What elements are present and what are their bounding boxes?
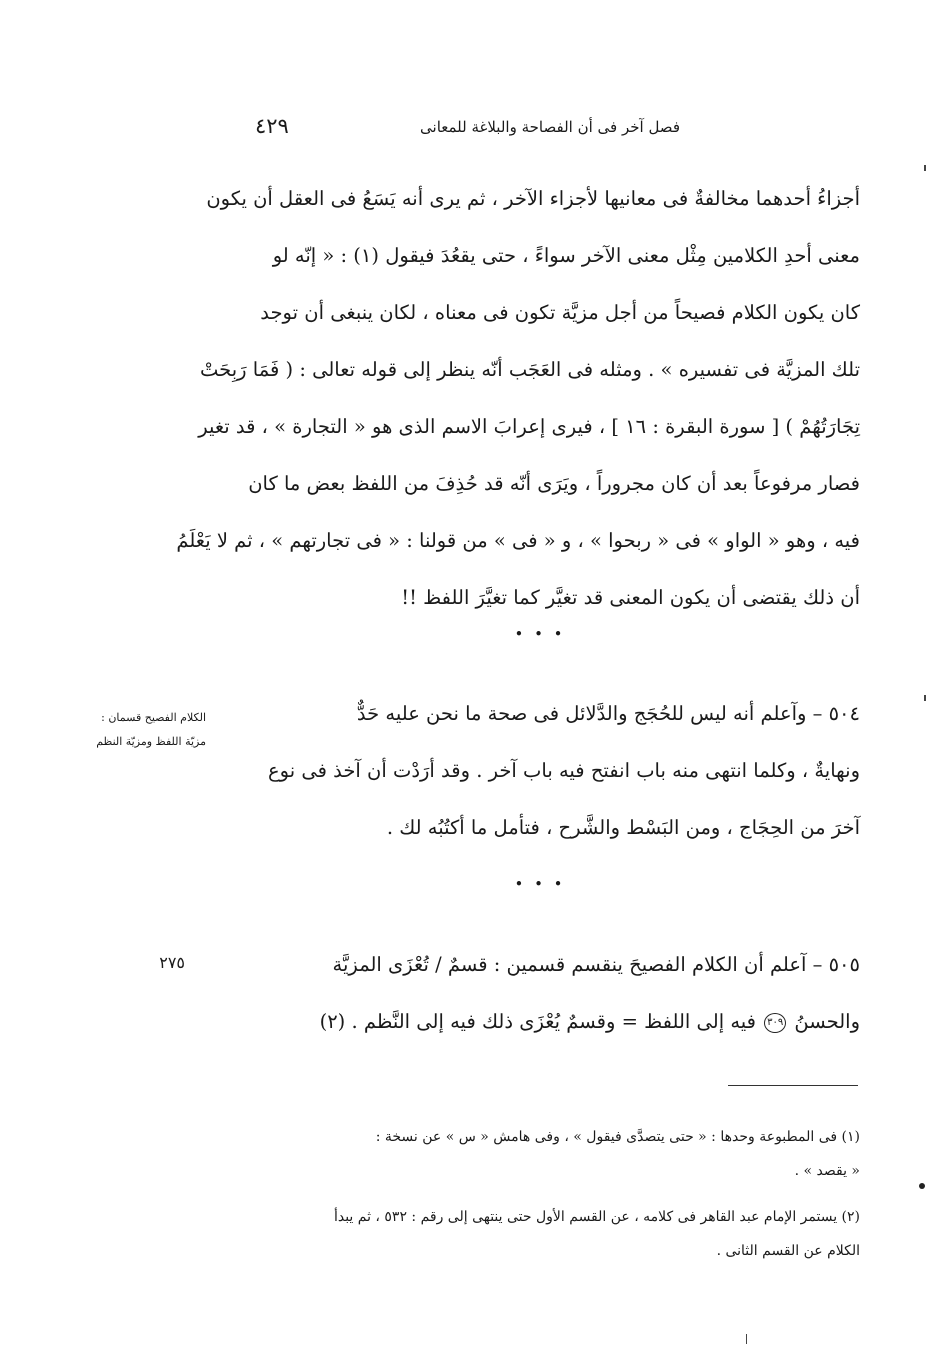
section-separator: • • • — [514, 625, 566, 643]
scan-mark — [746, 1334, 747, 1344]
text-line: ونهايةٌ ، وكلما انتهى منه باب انفتح فيه باب آخر . وقد أرَدْت أن آخذ فى نوع — [268, 759, 860, 782]
paragraph-503-continuation — [176, 170, 860, 626]
text-line: معنى أحدِ الكلامين مِثْل معنى الآخر سواءً ، حتى يقعُدَ فيقول (١) : « إنّه لو — [272, 244, 860, 267]
text-line: آخرَ من الحِجَاج ، ومن البَسْط والشَّرح ، فتأمل ما أكتُبُه لك . — [386, 816, 860, 839]
text-line: تلك المزيَّة فى تفسيره » . ومثله فى العَجَب أنّه ينظر إلى قوله تعالى : ( فَمَا رَبِحَتْ — [200, 358, 860, 381]
footnote-line: (١) فى المطبوعة وحدها : « حتى يتصدَّى فيقول » ، وفى هامش « س » عن نسخة : — [375, 1129, 860, 1145]
text-line: أجزاءُ أحدهما مخالفةٌ فى معانيها لأجزاء الآخر ، ثم يرى أنه يَسَعُ فى العقل أن يكون — [206, 187, 860, 210]
margin-note-line: الكلام الفصيح قسمان : — [101, 711, 206, 724]
text-line — [224, 993, 860, 1050]
text-line: كان يكون الكلام فصيحاً من أجل مزيَّة تكون فى معناه ، لكان ينبغى أن توجد — [260, 301, 860, 324]
scan-mark — [924, 165, 926, 171]
footnote-line: (٢) يستمر الإمام عبد القاهر فى كلامه ، عن القسم الأول حتى ينتهى إلى رقم : ٥٣٢ ، ثم يبدأ — [333, 1209, 860, 1225]
paragraph-504 — [224, 685, 860, 856]
margin-note — [50, 706, 206, 754]
text-line: ٥٠٥ – آعلم أن الكلام الفصيحَ ينقسم قسمين : قسمٌ / تُعْزَى المزيَّة — [332, 953, 860, 976]
footnote-2 — [224, 1200, 860, 1268]
text-line: أن ذلك يقتضى أن يكون المعنى قد تغيَّر كما تغيَّرَ اللفظ !! — [401, 586, 860, 609]
section-separator: • • • — [514, 875, 566, 893]
footnote-line: الكلام عن القسم الثانى . — [716, 1243, 860, 1259]
scan-mark — [924, 695, 926, 701]
text-line: تِجَارَتُهُمْ ) [ سورة البقرة : ١٦ ] ، فيرى إعرابَ الاسم الذى هو « التجارة » ، قد تغير — [198, 415, 860, 438]
text-segment: فيه إلى اللفظ = وقسمٌ يُعْزَى ذلك فيه إلى النَّظم . (٢) — [319, 1010, 756, 1033]
footnote-rule — [728, 1085, 858, 1086]
text-line: فصار مرفوعاً بعد أن كان مجروراً ، ويَرَى أنّه قد حُذِفَ من اللفظ بعض ما كان — [248, 472, 860, 495]
footnote-1 — [224, 1120, 860, 1188]
text-segment: والحسنُ — [794, 1010, 860, 1033]
footnote-line: « يقصد » . — [794, 1163, 860, 1179]
circled-edition-number: ٣٠٩ — [764, 1013, 786, 1033]
text-line: ٥٠٤ – وآعلم أنه ليس للحُجَج والدَّلائل فى صحة ما نحن عليه حَدٌّ — [356, 702, 860, 725]
margin-page-number: ٢٧٥ — [159, 953, 185, 972]
scan-dot — [919, 1183, 925, 1189]
page-number: ٤٢٩ — [255, 114, 289, 138]
text-line: فيه ، وهو « الواو » فى « ربحوا » ، و « فى » من قولنا : « فى تجارتهم » ، ثم لا يَعْلَمُ — [176, 529, 860, 552]
paragraph-505 — [224, 936, 860, 1050]
margin-note-line: مزيّة اللفظ ومزيّة النظم — [96, 735, 206, 748]
running-header-title: فصل آخر فى أن الفصاحة والبلاغة للمعانى — [420, 118, 680, 136]
